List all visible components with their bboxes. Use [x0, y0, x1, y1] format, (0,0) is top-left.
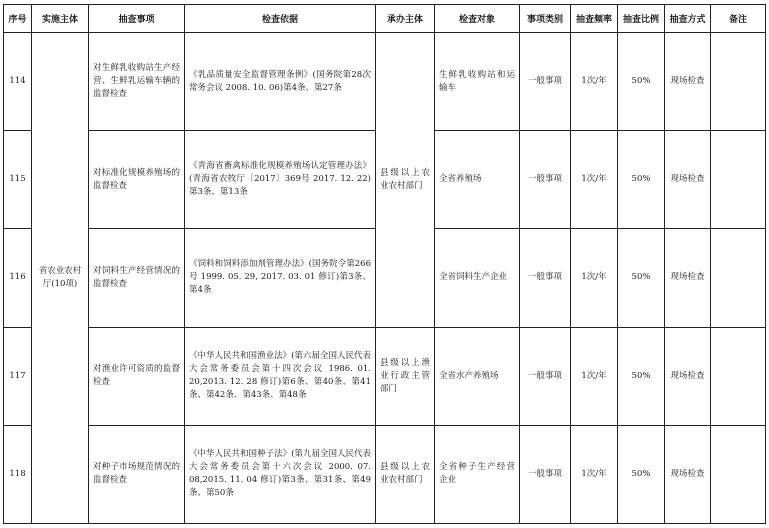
- header-ratio: 抽查比例: [618, 5, 665, 33]
- row-target: 全省水产养殖场: [435, 327, 520, 425]
- header-note: 备注: [711, 5, 766, 33]
- header-category: 事项类别: [520, 5, 571, 33]
- row-ratio: 50%: [618, 425, 665, 523]
- inspection-table: [3, 4, 766, 524]
- header-basis: 检查依据: [185, 5, 376, 33]
- row-note: [711, 327, 766, 425]
- table-row: [4, 33, 766, 131]
- row-frequency: 1次/年: [571, 33, 618, 131]
- undertaker-cell: 县级以上农业农村部门: [376, 33, 435, 328]
- header-item: 抽查事项: [89, 5, 185, 33]
- table-row: [4, 327, 766, 425]
- row-no: 115: [4, 131, 32, 229]
- row-target: 全省饲料生产企业: [435, 229, 520, 327]
- header-target: 检查对象: [435, 5, 520, 33]
- undertaker-cell: 县级以上渔业行政主管部门: [376, 327, 435, 425]
- row-no: 117: [4, 327, 32, 425]
- undertaker-cell: 县级以上农业农村部门: [376, 425, 435, 523]
- row-category: 一般事项: [520, 33, 571, 131]
- row-note: [711, 33, 766, 131]
- row-target: 全省种子生产经营企业: [435, 425, 520, 523]
- row-frequency: 1次/年: [571, 425, 618, 523]
- row-basis: 《中华人民共和国渔业法》(第六届全国人民代表大会常务委员会第十四次会议 1986. 01. 20,2013. 12. 28 修订)第6条、第40条、第41条、第42条、第43条、第48条: [185, 327, 376, 425]
- row-note: [711, 425, 766, 523]
- row-category: 一般事项: [520, 131, 571, 229]
- row-basis: 《饲料和饲料添加剂管理办法》(国务院令第266号 1999. 05. 29, 2017. 03. 01 修订)第3条、第4条: [185, 229, 376, 327]
- row-ratio: 50%: [618, 131, 665, 229]
- row-item: 对渔业许可资质的监督检查: [89, 327, 185, 425]
- row-ratio: 50%: [618, 229, 665, 327]
- row-target: 生鲜乳收购站和运输车: [435, 33, 520, 131]
- row-category: 一般事项: [520, 425, 571, 523]
- row-method: 现场检查: [665, 229, 711, 327]
- row-category: 一般事项: [520, 327, 571, 425]
- row-method: 现场检查: [665, 327, 711, 425]
- row-note: [711, 229, 766, 327]
- row-method: 现场检查: [665, 33, 711, 131]
- row-no: 118: [4, 425, 32, 523]
- row-frequency: 1次/年: [571, 131, 618, 229]
- header-implementer: 实施主体: [32, 5, 89, 33]
- row-no: 116: [4, 229, 32, 327]
- row-basis: 《乳品质量安全监督管理条例》(国务院第28次常务会议 2008. 10. 06)第4条、第27条: [185, 33, 376, 131]
- row-item: 对饲料生产经营情况的监督检查: [89, 229, 185, 327]
- row-method: 现场检查: [665, 131, 711, 229]
- header-no: 序号: [4, 5, 32, 33]
- row-target: 全省养殖场: [435, 131, 520, 229]
- row-ratio: 50%: [618, 33, 665, 131]
- header-undertaker: 承办主体: [376, 5, 435, 33]
- row-basis: 《青海省畜禽标准化规模养殖场认定管理办法》(青海省农牧厅〔2017〕369号 2017. 12. 22)第3条、第13条: [185, 131, 376, 229]
- header-frequency: 抽查频率: [571, 5, 618, 33]
- row-item: 对生鲜乳收购站生产经营、生鲜乳运输车辆的监督检查: [89, 33, 185, 131]
- row-frequency: 1次/年: [571, 229, 618, 327]
- row-category: 一般事项: [520, 229, 571, 327]
- row-method: 现场检查: [665, 425, 711, 523]
- row-note: [711, 131, 766, 229]
- row-basis: 《中华人民共和国种子法》(第九届全国人民代表大会常务委员会第十六次会议 2000. 07. 08,2015. 11. 04 修订)第3条、第31条、第49条、第50条: [185, 425, 376, 523]
- implementer-cell: 省农业农村厅(10项): [32, 33, 89, 524]
- row-item: 对种子市场规范情况的监督检查: [89, 425, 185, 523]
- table-row: [4, 425, 766, 523]
- row-item: 对标准化规模养殖场的监督检查: [89, 131, 185, 229]
- header-row: [4, 5, 766, 33]
- row-ratio: 50%: [618, 327, 665, 425]
- header-method: 抽查方式: [665, 5, 711, 33]
- row-frequency: 1次/年: [571, 327, 618, 425]
- row-no: 114: [4, 33, 32, 131]
